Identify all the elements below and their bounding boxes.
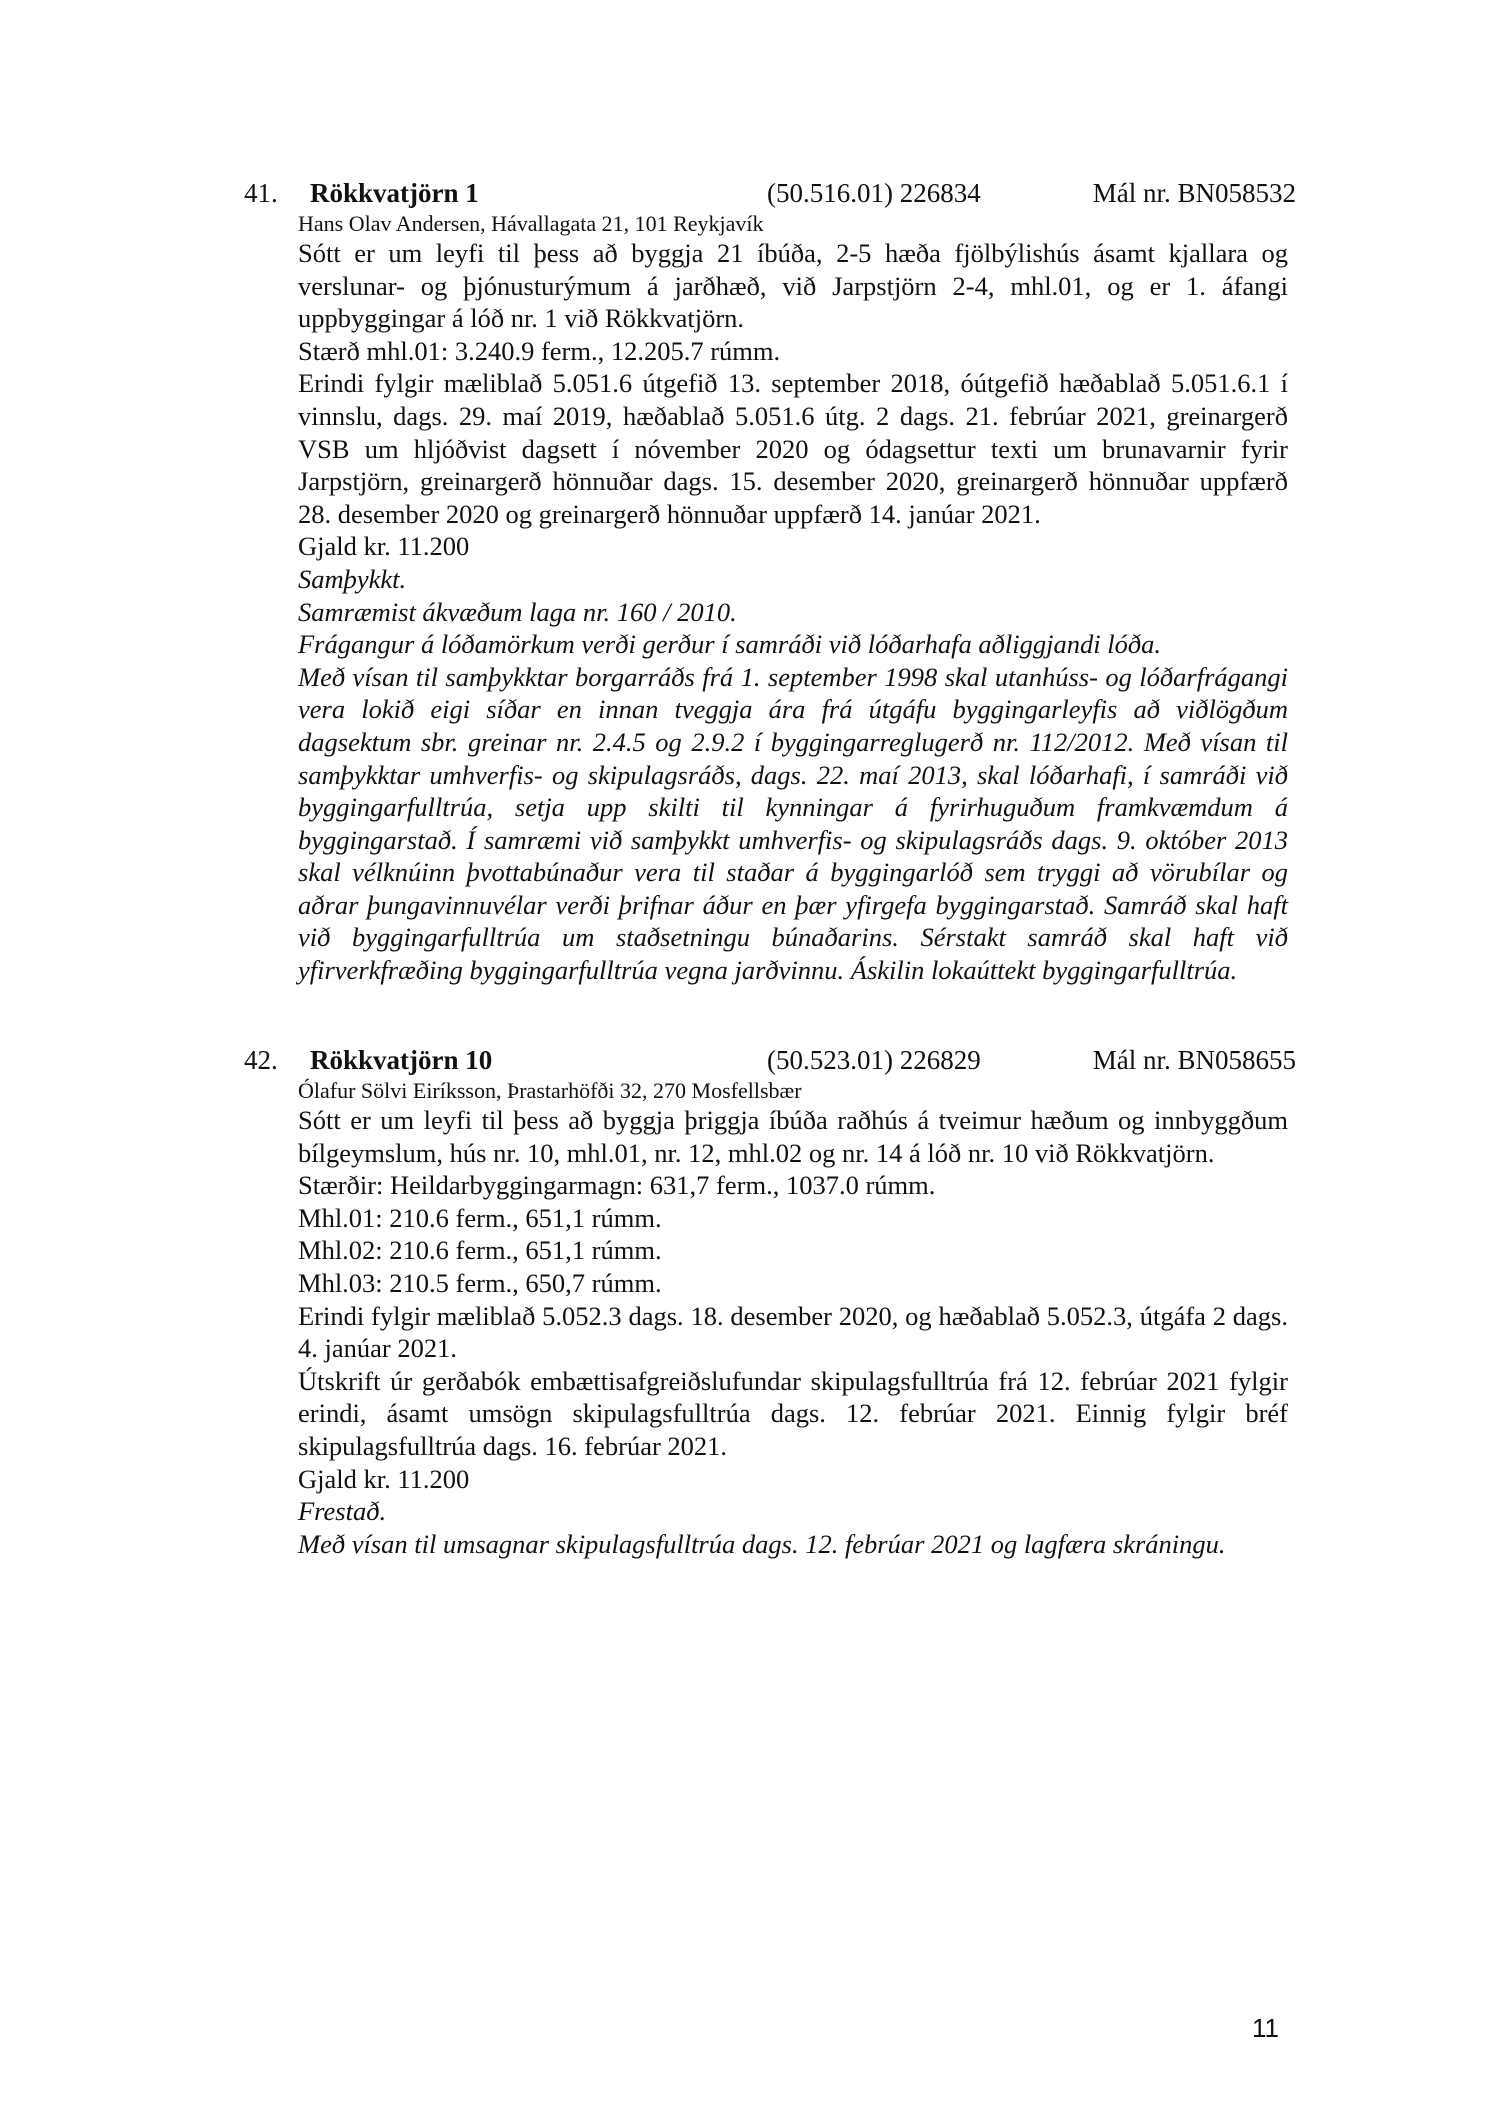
entry-size-mhl03: Mhl.03: 210.5 ferm., 650,7 rúmm.	[298, 1267, 662, 1298]
entry-case-number: Mál nr. BN058655	[1092, 1045, 1296, 1075]
entry-description: Sótt er um leyfi til þess að byggja þriggja íbúða raðhús á tveimur hæðum og innbyggðum bílgeymslum, hús nr. 10, mhl.01, nr. 12, mhl.02 og nr. 14 á lóð nr. 10 við Rökkvatjörn.	[298, 1105, 1288, 1168]
page-number: 11	[1252, 2013, 1279, 2043]
entry-case-number: Mál nr. BN058532	[1092, 178, 1296, 208]
entry-decision-note: Með vísan til umsagnar skipulagsfulltrúa dags. 12. febrúar 2021 og lagfæra skráningu.	[298, 1528, 1226, 1559]
entry-property-code: (50.523.01) 226829	[767, 1045, 981, 1075]
entry-attachments: Erindi fylgir mæliblað 5.052.3 dags. 18. desember 2020, og hæðablað 5.052.3, útgáfa 2 dags. 4. janúar 2021.	[298, 1300, 1288, 1364]
entry-number: 41.	[244, 178, 278, 208]
entry-decision-conditions: Með vísan til samþykktar borgarráðs frá 1. september 1998 skal utanhúss- og lóðarfrágangi vera lokið eigi síðar en innan tveggja ára frá útgáfu byggingarleyfis að viðlögðum dagsektum sbr. greinar nr. 2.4.5 og 2.9.2 í byggingarreglugerð nr. 112/2012. Með vísan til samþykktar umhverfis- og skipulagsráðs, dags. 22. maí 2013, skal lóðarhafi, í samráði við byggingarfulltrúa, setja upp skilti til kynningar á fyrirhuguðum framkvæmdum á byggingarstað. Í samræmi við samþykkt umhverfis- og skipulagsráðs dags. 9. október 2013 skal vélknúinn þvottabúnaður vera til staðar á byggingarlóð sem tryggi að vörubílar og aðrar þungavinnuvélar verði þrifnar áður en þær yfirgefa byggingarstað. Samráð skal haft við byggingarfulltrúa um staðsetningu búnaðarins. Sérstakt samráð skal haft við yfirverkfræðing byggingarfulltrúa vegna jarðvinnu. Áskilin lokaúttekt byggingarfulltrúa.	[298, 661, 1288, 986]
entry-fee: Gjald kr. 11.200	[298, 1463, 470, 1494]
entry-fee: Gjald kr. 11.200	[298, 531, 470, 562]
entry-applicant: Hans Olav Andersen, Hávallagata 21, 101 Reykjavík	[298, 211, 764, 236]
entry-size-mhl01: Mhl.01: 210.6 ferm., 651,1 rúmm.	[298, 1202, 662, 1233]
entry-attachments: Erindi fylgir mæliblað 5.051.6 útgefið 13. september 2018, óútgefið hæðablað 5.051.6.1 í vinnslu, dags. 29. maí 2019, hæðablað 5.051.6 útg. 2 dags. 21. febrúar 2021, greinargerð VSB um hljóðvist dagsett í nóvember 2020 og ódagsettur texti um brunavarnir fyrir Jarpstjörn, greinargerð hönnuðar dags. 15. desember 2020, greinargerð hönnuðar uppfærð 28. desember 2020 og greinargerð hönnuðar uppfærð 14. janúar 2021.	[298, 368, 1288, 529]
entry-number: 42.	[244, 1045, 278, 1075]
entry-body	[298, 210, 1288, 987]
entry-42	[234, 1043, 1296, 1560]
entry-header	[234, 176, 1296, 210]
entry-size: Stærðir: Heildarbyggingarmagn: 631,7 ferm., 1037.0 rúmm.	[298, 1170, 936, 1201]
entry-decision-note: Frágangur á lóðamörkum verði gerður í samráði við lóðarhafa aðliggjandi lóða.	[298, 629, 1161, 660]
entry-decision: Samþykkt.	[298, 563, 407, 594]
entry-body	[298, 1077, 1288, 1560]
entry-size-mhl02: Mhl.02: 210.6 ferm., 651,1 rúmm.	[298, 1235, 662, 1266]
entry-decision-note: Samræmist ákvæðum laga nr. 160 / 2010.	[298, 596, 737, 627]
entry-property-code: (50.516.01) 226834	[767, 178, 981, 208]
entry-title: Rökkvatjörn 1	[310, 178, 479, 208]
entry-description: Sótt er um leyfi til þess að byggja 21 íbúða, 2-5 hæða fjölbýlishús ásamt kjallara og verslunar- og þjónusturýmum á jarðhæð, við Jarpstjörn 2-4, mhl.01, og er 1. áfangi uppbyggingar á lóð nr. 1 við Rökkvatjörn.	[298, 238, 1288, 334]
entry-title: Rökkvatjörn 10	[310, 1045, 493, 1075]
entry-applicant: Ólafur Sölvi Eiríksson, Þrastarhöfði 32, 270 Mosfellsbær	[298, 1078, 802, 1103]
entry-41	[234, 176, 1296, 987]
entry-size: Stærð mhl.01: 3.240.9 ferm., 12.205.7 rúmm.	[298, 335, 781, 366]
entry-attachments-extra: Útskrift úr gerðabók embættisafgreiðslufundar skipulagsfulltrúa frá 12. febrúar 2021 fylgir erindi, ásamt umsögn skipulagsfulltrúa dags. 12. febrúar 2021. Einnig fylgir bréf skipulagsfulltrúa dags. 16. febrúar 2021.	[298, 1365, 1288, 1461]
entry-header	[234, 1043, 1296, 1077]
entry-decision: Frestað.	[298, 1496, 387, 1527]
